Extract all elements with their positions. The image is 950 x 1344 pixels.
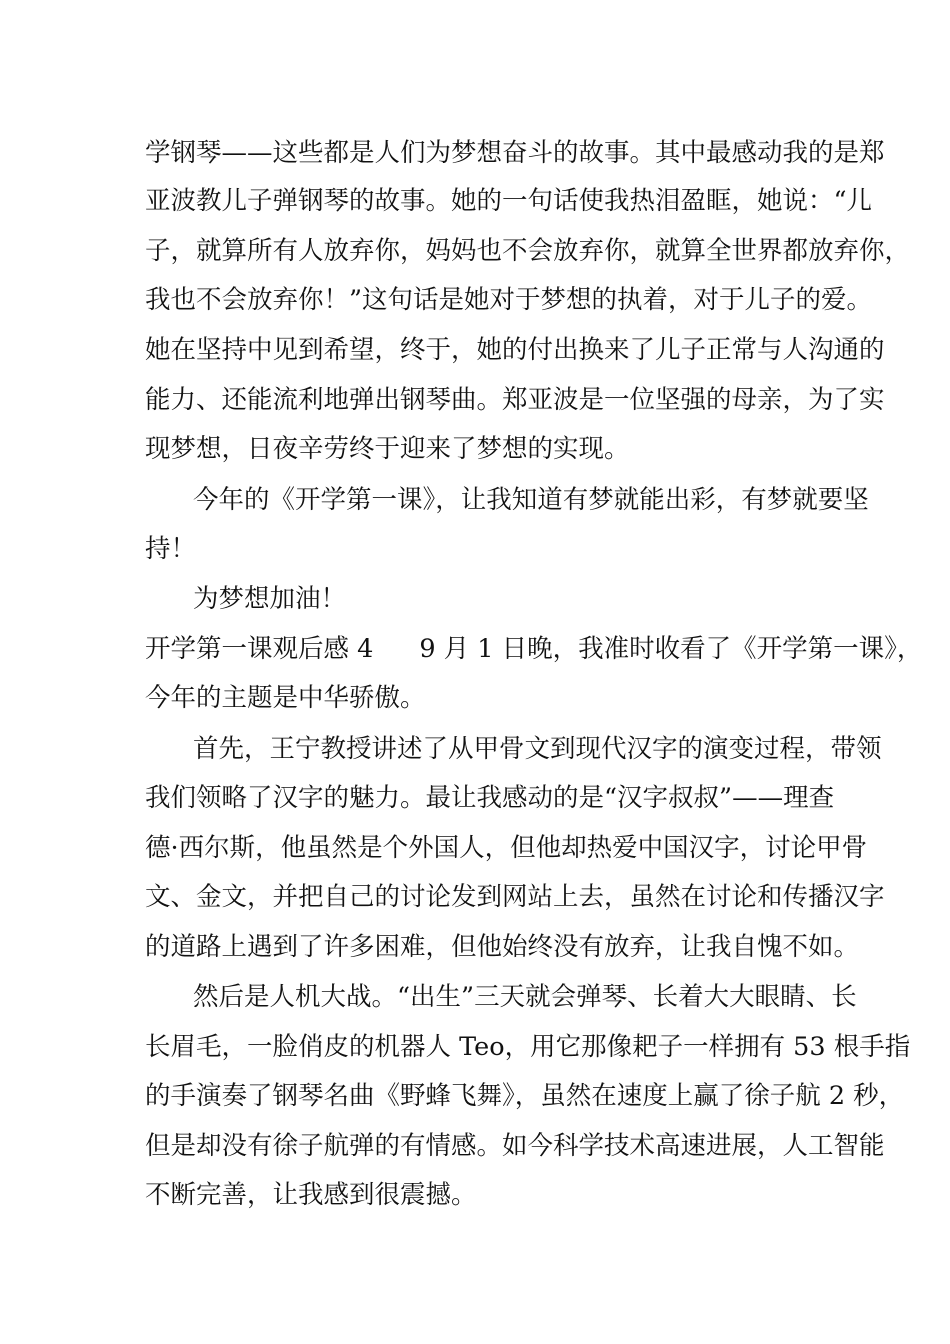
paragraph-line: 今年的主题是中华骄傲。 <box>145 683 426 713</box>
paragraph-line: 但是却没有徐子航弹的有情感。如今科学技术高速进展，人工智能 <box>145 1131 885 1161</box>
paragraph-line: 首先，王宁教授讲述了从甲骨文到现代汉字的演变过程，带领 <box>193 734 882 764</box>
section-title: 开学第一课观后感 4 <box>145 634 374 664</box>
paragraph-line: 她在坚持中见到希望，终于，她的付出换来了儿子正常与人沟通的 <box>145 335 885 365</box>
paragraph-line: 然后是人机大战。“出生”三天就会弹琴、长着大大眼睛、长 <box>193 982 857 1012</box>
paragraph-line: 不断完善，让我感到很震撼。 <box>145 1180 477 1210</box>
paragraph-line: 今年的《开学第一课》，让我知道有梦就能出彩，有梦就要坚 <box>193 485 869 515</box>
paragraph-line: 学钢琴——这些都是人们为梦想奋斗的故事。其中最感动我的是郑 <box>145 138 885 168</box>
paragraph-line: 我也不会放弃你！”这句话是她对于梦想的执着，对于儿子的爱。 <box>145 285 873 315</box>
paragraph-line: 为梦想加油！ <box>193 584 347 614</box>
paragraph-line: 我们领略了汉字的魅力。最让我感动的是“汉字叔叔”——理查 <box>145 783 835 813</box>
paragraph-line: 文、金文，并把自己的讨论发到网站上去，虽然在讨论和传播汉字 <box>145 882 885 912</box>
paragraph-line: 的道路上遇到了许多困难，但他始终没有放弃，让我自愧不如。 <box>145 932 860 962</box>
paragraph-line: 的手演奏了钢琴名曲《野蜂飞舞》，虽然在速度上赢了徐子航 2 秒， <box>145 1081 905 1111</box>
paragraph-line: 能力、还能流利地弹出钢琴曲。郑亚波是一位坚强的母亲，为了实 <box>145 385 885 415</box>
section-first-line: 9 月 1 日晚，我准时收看了《开学第一课》， <box>419 634 923 664</box>
paragraph-line: 德·西尔斯，他虽然是个外国人，但他却热爱中国汉字，讨论甲骨 <box>145 833 868 863</box>
paragraph-line: 子，就算所有人放弃你，妈妈也不会放弃你，就算全世界都放弃你， <box>145 236 911 266</box>
paragraph-line: 长眉毛，一脸俏皮的机器人 Teo，用它那像耙子一样拥有 53 根手指 <box>145 1032 911 1062</box>
paragraph-line: 亚波教儿子弹钢琴的故事。她的一句话使我热泪盈眶，她说：“儿 <box>145 186 873 216</box>
section-heading <box>145 633 923 665</box>
paragraph-line: 现梦想，日夜辛劳终于迎来了梦想的实现。 <box>145 434 630 464</box>
paragraph-line: 持！ <box>145 534 197 564</box>
